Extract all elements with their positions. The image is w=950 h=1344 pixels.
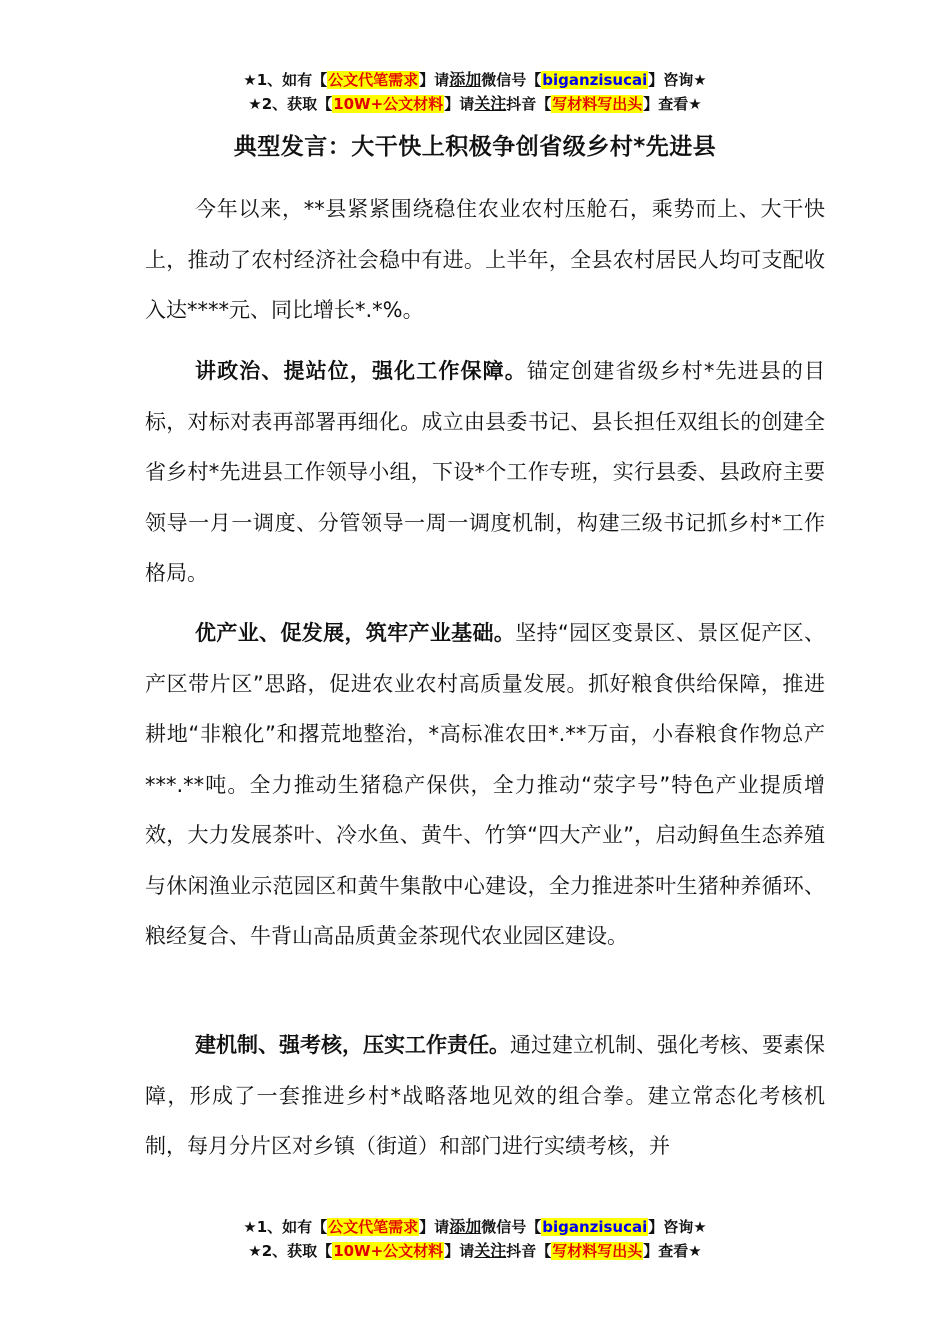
paragraph-text: 锚定创建省级乡村*先进县的目标，对标对表再部署再细化。成立由县委书记、县长担任双组长的创建全省乡村*先进县工作领导小组，下设*个工作专班，实行县委、县政府主要领导一月一调度、分管领导一周一调度机制，构建三级书记抓乡村*工作格局。 (145, 359, 825, 585)
banner-wechat-id: biganzisucai (542, 1218, 648, 1236)
banner-douyin-name: 写材料写出头 (552, 1242, 643, 1260)
banner-emphasis: 添加 (449, 1217, 482, 1236)
banner-highlight: 公文代笔需求 (328, 1218, 419, 1236)
banner-text: ★1、如有【 (243, 1218, 328, 1236)
footer-banner (0, 1215, 950, 1263)
banner-text: 微信号【 (481, 71, 542, 89)
paragraph-text: 坚持“园区变景区、景区促产区、产区带片区”思路，促进农业农村高质量发展。抓好粮食供给保障，推进耕地“非粮化”和撂荒地整治，*高标准农田*.**万亩，小春粮食作物总产***.**吨。全力推动生猪稳产保供，全力推动“荥字号”特色产业提质增效，大力发展茶叶、冷水鱼、黄牛、竹笋“四大产业”，启动鲟鱼生态养殖与休闲渔业示范园区和黄牛集散中心建设，全力推进茶叶生猪种养循环、粮经复合、牛背山高品质黄金茶现代农业园区建设。 (145, 621, 825, 948)
banner-text: 】请 (419, 1218, 450, 1236)
banner-text: 】查看★ (643, 1242, 702, 1260)
banner-line-2 (0, 1239, 950, 1263)
header-banner (0, 68, 950, 116)
paragraph-lead: 讲政治、提站位，强化工作保障。 (195, 359, 527, 383)
banner-line-1 (0, 1215, 950, 1239)
banner-emphasis: 关注 (474, 94, 507, 113)
banner-text: 】咨询★ (648, 71, 707, 89)
paragraph-text: 今年以来，**县紧紧围绕稳住农业农村压舱石，乘势而上、大干快上，推动了农村经济社会稳中有进。上半年，全县农村居民人均可支配收入达****元、同比增长*.*%。 (145, 197, 825, 322)
paragraph-intro (145, 184, 825, 336)
document-title: 典型发言：大干快上积极争创省级乡村*先进县 (233, 134, 717, 160)
banner-text: 】查看★ (643, 95, 702, 113)
banner-emphasis: 关注 (474, 1241, 507, 1260)
banner-text: 微信号【 (481, 1218, 542, 1236)
paragraph-lead: 建机制、强考核，压实工作责任。 (195, 1033, 510, 1057)
banner-text: 】请 (419, 71, 450, 89)
banner-line-2 (0, 92, 950, 116)
banner-wechat-id: biganzisucai (542, 71, 648, 89)
banner-text: 】请 (444, 1242, 475, 1260)
banner-line-1 (0, 68, 950, 92)
banner-text: 】请 (444, 95, 475, 113)
banner-douyin-name: 写材料写出头 (552, 95, 643, 113)
banner-text: 抖音【 (506, 1242, 552, 1260)
paragraph-lead: 优产业、促发展，筑牢产业基础。 (195, 621, 516, 645)
banner-highlight: 公文代笔需求 (328, 71, 419, 89)
paragraph-mechanism (145, 1020, 825, 1172)
banner-text: ★2、获取【 (248, 1242, 333, 1260)
banner-highlight: 10W+公文材料 (333, 1242, 444, 1260)
banner-text: 抖音【 (506, 95, 552, 113)
paragraph-text: 通过建立机制、强化考核、要素保障，形成了一套推进乡村*战略落地见效的组合拳。建立常态化考核机制，每月分片区对乡镇（街道）和部门进行实绩考核，并 (145, 1033, 825, 1158)
banner-text: ★1、如有【 (243, 71, 328, 89)
banner-text: ★2、获取【 (248, 95, 333, 113)
banner-highlight: 10W+公文材料 (333, 95, 444, 113)
banner-text: 】咨询★ (648, 1218, 707, 1236)
paragraph-industry (145, 608, 825, 962)
paragraph-politics (145, 346, 825, 599)
banner-emphasis: 添加 (449, 70, 482, 89)
